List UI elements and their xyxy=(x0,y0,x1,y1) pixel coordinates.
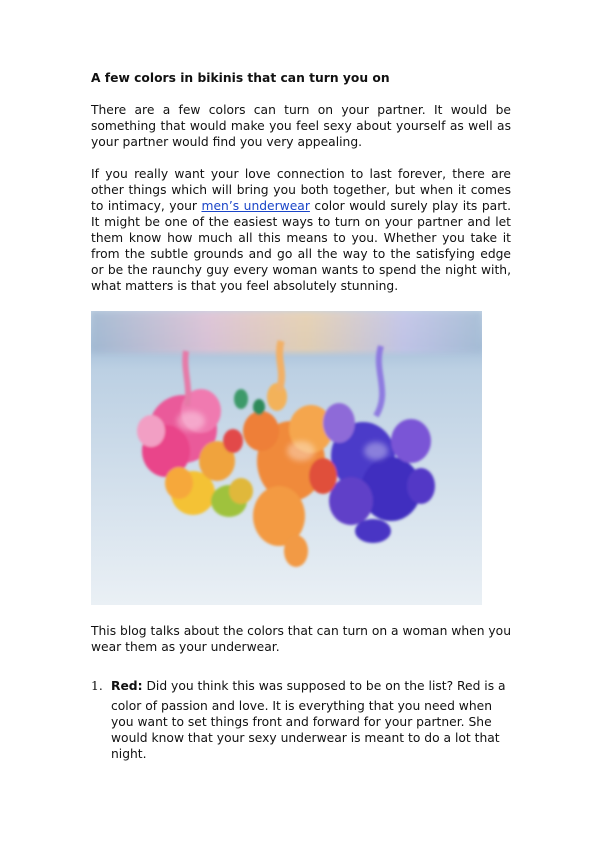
body-paragraph xyxy=(91,166,511,294)
paragraph-text-before-link: If you really want your love connection to last forever, there are other things which will bring you both together, but when it comes to intimacy, your xyxy=(91,167,511,213)
document-body xyxy=(91,70,511,310)
colored-ink-in-water-photo xyxy=(91,311,482,605)
paragraph-text-after-link: color would surely play its part. It might be one of the easiest ways to turn on your partner and let them know how much all this means to you. Whether you take it from the subtle grounds and go all the way to the satisfying edge or be the raunchy guy every woman wants to spend the night with, what matters is that you feel absolutely stunning. xyxy=(91,199,511,293)
color-list xyxy=(91,678,511,762)
ink-in-water-image xyxy=(91,311,482,605)
mens-underwear-link[interactable]: men’s underwear xyxy=(201,199,310,213)
blog-intro-paragraph: This blog talks about the colors that can turn on a woman when you wear them as your underwear. xyxy=(91,624,511,654)
list-item-continuation: color of passion and love. It is everything that you need when you want to set things front and forward for your partner. She would know that your sexy underwear is meant to do a lot that night. xyxy=(111,699,500,761)
list-item-first-line-text: Did you think this was supposed to be on the list? Red is a xyxy=(142,679,506,693)
list-item-number: 1. xyxy=(91,679,103,693)
list-item xyxy=(91,678,511,694)
intro-paragraph: There are a few colors can turn on your partner. It would be something that would make you feel sexy about yourself as well as your partner would find you very appealing. xyxy=(91,103,511,149)
list-item-label: Red: xyxy=(111,679,143,693)
list-item-first-line xyxy=(111,678,511,694)
page-title: A few colors in bikinis that can turn you on xyxy=(91,71,390,85)
